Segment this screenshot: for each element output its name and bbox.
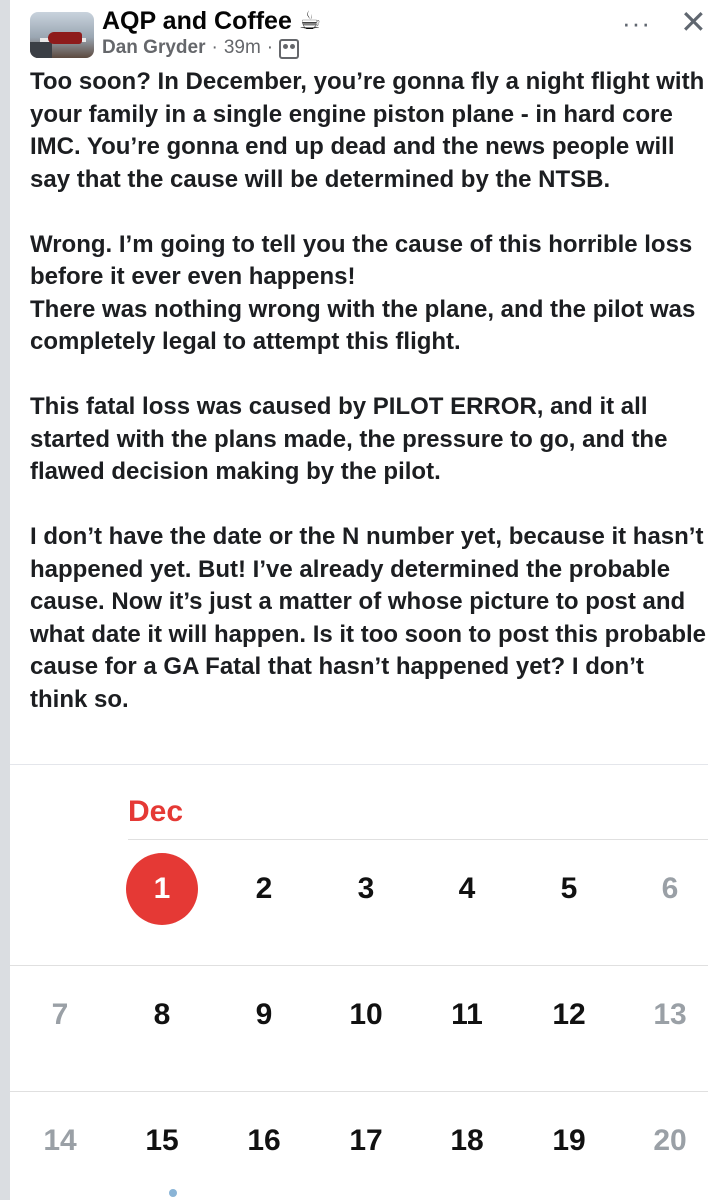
calendar-day-number: 1: [126, 853, 198, 925]
calendar-day-number: 7: [51, 998, 69, 1031]
post-paragraph-2: Wrong. I’m going to tell you the cause of this horrible loss before it ever even happens! There was nothing wrong with the plane, and the pilot was completely legal to attempt this flight.: [30, 230, 696, 355]
calendar-day-number: 10: [349, 998, 383, 1031]
calendar-day-6: [632, 851, 708, 927]
calendar-day-18: [429, 1103, 505, 1179]
author-name[interactable]: Dan Gryder: [102, 37, 206, 58]
close-icon[interactable]: ✕: [680, 4, 707, 40]
calendar-day-20: [632, 1103, 708, 1179]
calendar-day-3: [328, 851, 404, 927]
calendar-day-number: 5: [560, 872, 578, 905]
calendar-month: Dec: [128, 795, 184, 828]
calendar-day-number: 16: [247, 1124, 281, 1157]
calendar-day-14: [22, 1103, 98, 1179]
calendar-day-number: 2: [255, 872, 273, 905]
calendar-divider: [10, 965, 708, 966]
calendar-day-number: 14: [43, 1124, 77, 1157]
post-paragraph-1: Too soon? In December, you’re gonna fly a night flight with your family in a single engine piston plane - in hard core IMC. You’re gonna end up dead and the news people will say that the cause will be determined by the NTSB.: [30, 68, 705, 193]
calendar-day-10: [328, 977, 404, 1053]
calendar-day-5: [531, 851, 607, 927]
calendar-day-number: 17: [349, 1124, 383, 1157]
post-text: [30, 66, 706, 716]
post-paragraph-3: This fatal loss was caused by PILOT ERROR, and it all started with the plans made, the pressure to go, and the flawed decision making by the pilot.: [30, 393, 668, 485]
calendar-day-17: [328, 1103, 404, 1179]
post-meta: [102, 37, 299, 59]
calendar-day-number: 19: [552, 1124, 586, 1157]
calendar-day-number: 11: [451, 998, 483, 1031]
calendar-day-number: 8: [153, 998, 171, 1031]
calendar-day-12: [531, 977, 607, 1053]
meta-separator-2: ·: [266, 37, 274, 58]
calendar-day-number: 9: [255, 998, 273, 1031]
calendar-day-19: [531, 1103, 607, 1179]
calendar-day-number: 20: [653, 1124, 687, 1157]
calendar-day-number: 3: [357, 872, 375, 905]
calendar-day-number: 15: [145, 1124, 179, 1157]
calendar-day-1: [124, 851, 200, 927]
calendar-day-2: [226, 851, 302, 927]
calendar-day-number: 18: [450, 1124, 484, 1157]
avatar-plane: [48, 32, 82, 44]
calendar-image: [10, 764, 708, 1201]
calendar-day-11: [429, 977, 505, 1053]
calendar-divider: [10, 1091, 708, 1092]
group-avatar[interactable]: [30, 12, 94, 58]
calendar-day-number: 6: [661, 872, 679, 905]
calendar-day-4: [429, 851, 505, 927]
calendar-day-9: [226, 977, 302, 1053]
post-time[interactable]: 39m: [223, 37, 261, 58]
calendar-day-13: [632, 977, 708, 1053]
calendar-divider: [128, 839, 708, 840]
calendar-day-7: [22, 977, 98, 1053]
meta-separator: ·: [211, 37, 218, 58]
calendar-day-number: 12: [552, 998, 586, 1031]
calendar-day-15: [124, 1103, 200, 1179]
calendar-day-number: 13: [653, 998, 687, 1031]
group-name[interactable]: AQP and Coffee ☕: [102, 7, 322, 35]
feed-background: [0, 0, 10, 1200]
calendar-day-8: [124, 977, 200, 1053]
event-dot: [169, 1189, 177, 1197]
more-options-icon[interactable]: ···: [622, 8, 651, 38]
group-visibility-icon: [279, 39, 299, 59]
calendar-day-number: 4: [458, 872, 476, 905]
post-paragraph-4: I don’t have the date or the N number yet, because it hasn’t happened yet. But! I’ve already determined the probable cause. Now it’s just a matter of whose picture to post and what date it will happen. Is it too soon to post this probable cause for a GA Fatal that hasn’t happened yet? I don’t think so.: [30, 523, 707, 713]
calendar-day-16: [226, 1103, 302, 1179]
avatar-building: [30, 42, 52, 58]
